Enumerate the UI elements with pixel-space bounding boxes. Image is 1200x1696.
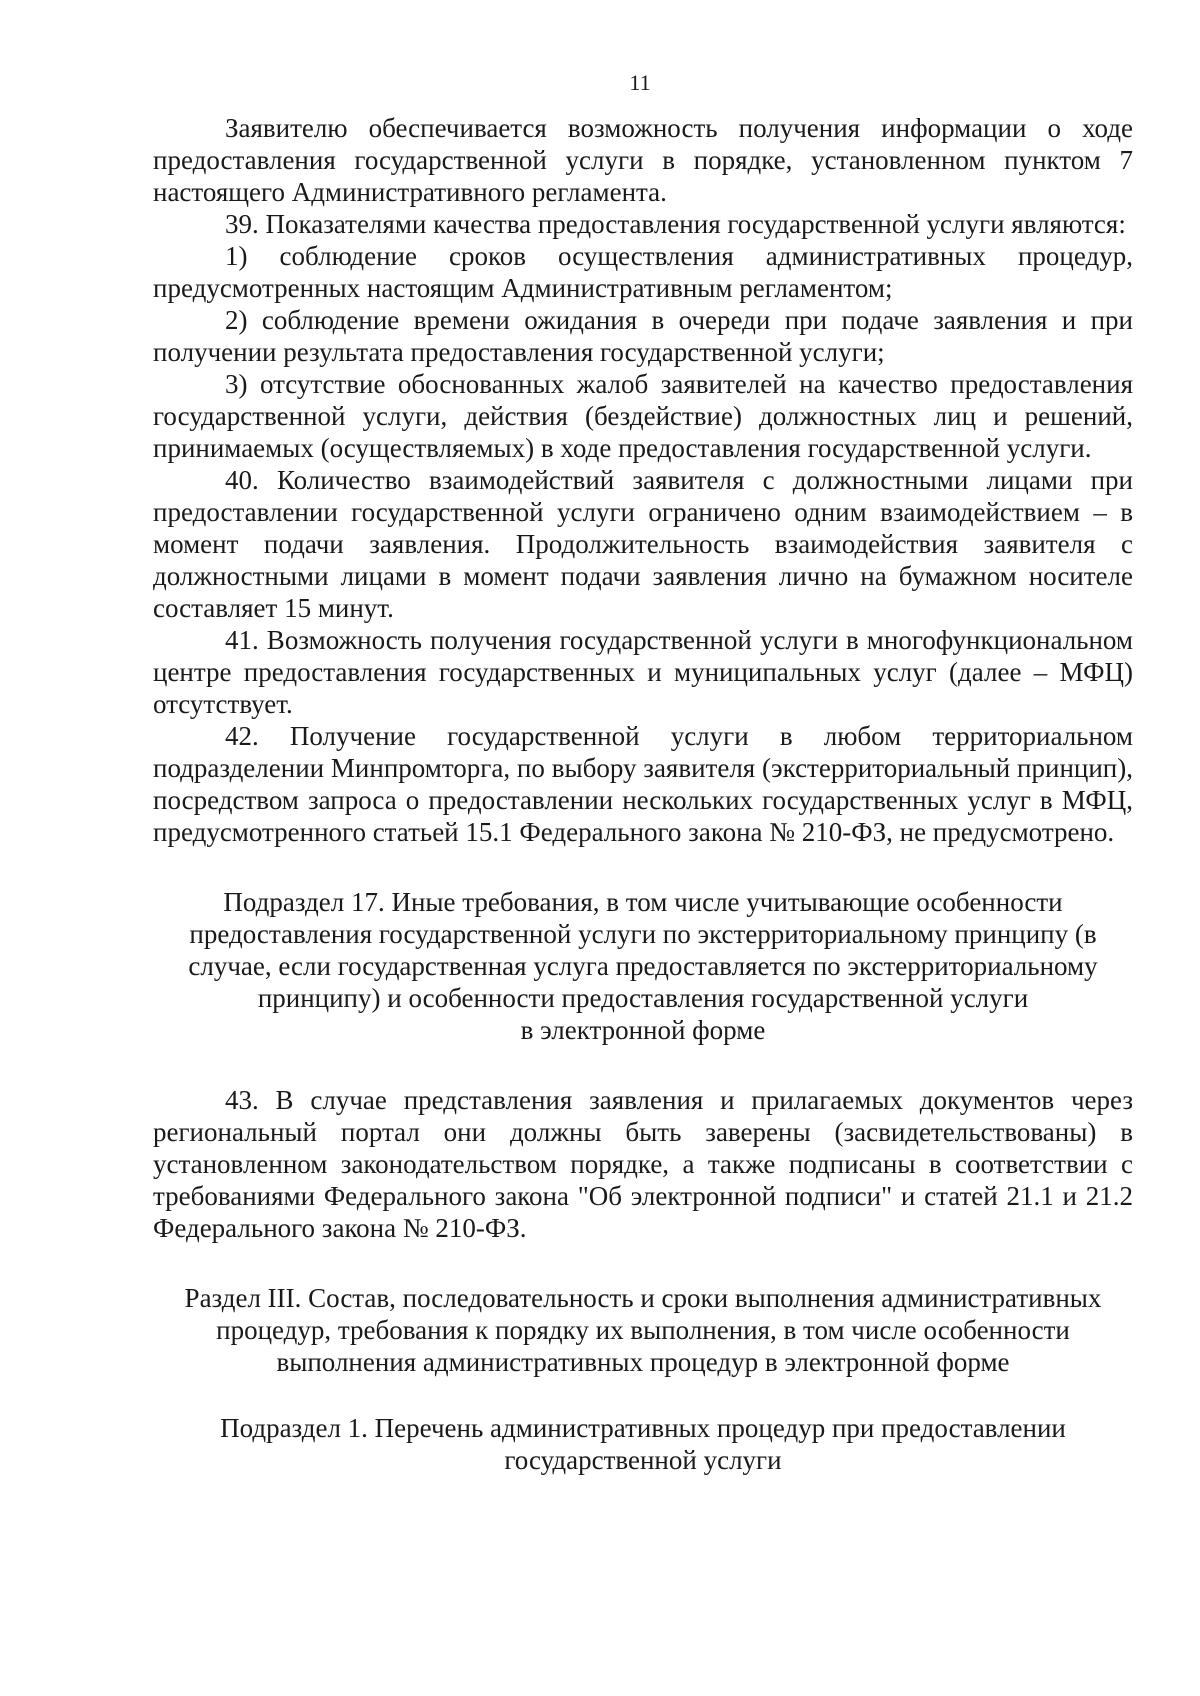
- heading-line: предоставления государственной услуги по экстерриториальному принципу (в: [189, 919, 1097, 949]
- document-body: [153, 112, 1133, 1476]
- heading-line: выполнения административных процедур в электронной форме: [276, 1347, 1010, 1377]
- paragraph-39-item-2: 2) соблюдение времени ожидания в очереди при подаче заявления и при получении результата предоставления государственной услуги;: [153, 305, 1133, 367]
- heading-line: Раздел III. Состав, последовательность и сроки выполнения административных: [184, 1283, 1102, 1313]
- heading-line: принципу) и особенности предоставления государственной услуги: [257, 983, 1029, 1013]
- heading-line: Подраздел 1. Перечень административных процедур при предоставлении: [220, 1413, 1066, 1443]
- heading-subsection-1: [153, 1412, 1133, 1476]
- spacer: [153, 1046, 1133, 1084]
- heading-line: государственной услуги: [504, 1445, 782, 1475]
- heading-line: процедур, требования к порядку их выполнения, в том числе особенности: [216, 1315, 1070, 1345]
- paragraph-39-item-3: 3) отсутствие обоснованных жалоб заявителей на качество предоставления государственной услуги, действия (бездействие) должностных лиц и решений, принимаемых (осуществляемых) в ходе предоставления государственной услуги.: [153, 369, 1133, 463]
- spacer: [153, 1244, 1133, 1282]
- page-number: 11: [629, 70, 651, 95]
- paragraph-39: 39. Показателями качества предоставления государственной услуги являются:: [225, 209, 1126, 239]
- paragraph-41: 41. Возможность получения государственной услуги в многофункциональном центре предоставления государственных и муниципальных услуг (далее – МФЦ) отсутствует.: [153, 625, 1133, 719]
- paragraph-42: 42. Получение государственной услуги в любом территориальном подразделении Минпромторга, по выбору заявителя (экстерриториальный принцип), посредством запроса о предоставлении нескольких государственных услуг в МФЦ, предусмотренного статьей 15.1 Федерального закона № 210-ФЗ, не предусмотрено.: [153, 721, 1133, 847]
- paragraph-info-access: Заявителю обеспечивается возможность получения информации о ходе предоставления государственной услуги в порядке, установленном пунктом 7 настоящего Административного регламента.: [153, 113, 1133, 207]
- spacer: [153, 1378, 1133, 1412]
- heading-subsection-17: [153, 886, 1133, 1046]
- heading-section-3: [153, 1282, 1133, 1378]
- heading-line: в электронной форме: [520, 1015, 766, 1045]
- heading-line: случае, если государственная услуга предоставляется по экстерриториальному: [188, 951, 1098, 981]
- paragraph-40: 40. Количество взаимодействий заявителя с должностными лицами при предоставлении государственной услуги ограничено одним взаимодействием – в момент подачи заявления. Продолжительность взаимодействия заявителя с должностными лицами в момент подачи заявления лично на бумажном носителе составляет 15 минут.: [153, 465, 1133, 623]
- spacer: [153, 848, 1133, 886]
- heading-line: Подраздел 17. Иные требования, в том числе учитывающие особенности: [223, 887, 1063, 917]
- paragraph-43: 43. В случае представления заявления и прилагаемых документов через региональный портал они должны быть заверены (засвидетельствованы) в установленном законодательством порядке, а также подписаны в соответствии с требованиями Федерального закона "Об электронной подписи" и статей 21.1 и 21.2 Федерального закона № 210-ФЗ.: [153, 1085, 1133, 1243]
- paragraph-39-item-1: 1) соблюдение сроков осуществления административных процедур, предусмотренных настоящим Административным регламентом;: [153, 241, 1133, 303]
